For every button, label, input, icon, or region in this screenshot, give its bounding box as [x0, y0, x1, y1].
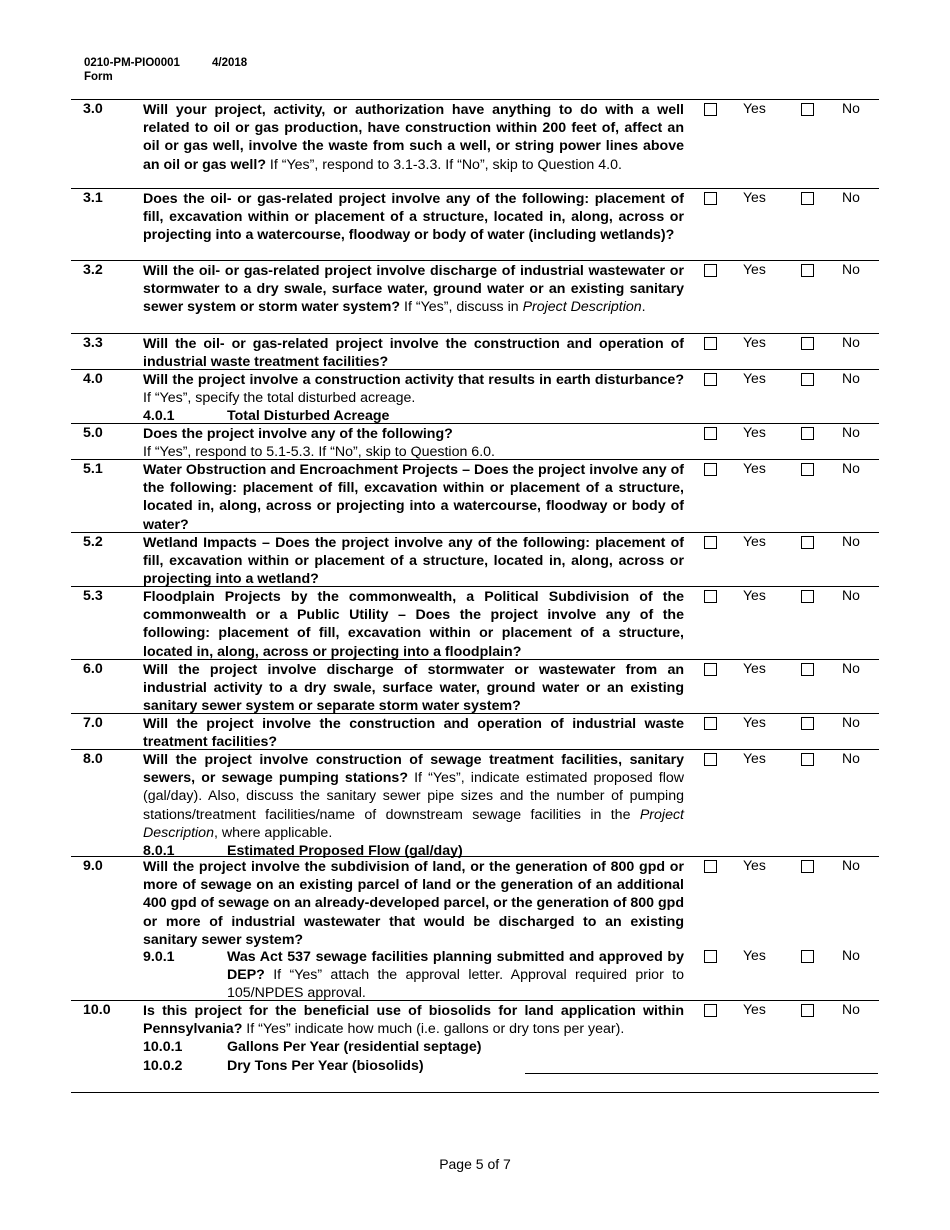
form-date: 4/2018	[212, 57, 248, 69]
question-text: Will the oil- or gas-related project involve the construction and operation of industrial waste treatment facilities?	[143, 336, 684, 371]
yes-no-group-sub	[71, 949, 879, 969]
question-text: Will the oil- or gas-related project involve discharge of industrial wastewater or stormwater to a dry swale, surface water, ground water or an existing sanitary sewer system or storm water system? If “Yes”, discuss in Project Description.	[143, 263, 684, 316]
yes-checkbox[interactable]	[704, 753, 717, 766]
question-number: 9.0	[83, 858, 103, 874]
no-label: No	[842, 1001, 860, 1017]
page-number: Page 5 of 7	[439, 1156, 511, 1172]
subfield-estimated-proposed-flow: 8.0.1 Estimated Proposed Flow (gal/day)	[143, 843, 463, 860]
no-label: No	[842, 460, 860, 476]
form-label: Form	[84, 71, 113, 83]
no-checkbox[interactable]	[801, 103, 814, 116]
question-row-4-0	[71, 370, 879, 424]
question-number: 4.0	[83, 371, 103, 387]
question-row-5-0	[71, 424, 879, 460]
question-text: Does the project involve any of the following? If “Yes”, respond to 5.1-5.3. If “No”, skip to Question 6.0.	[143, 426, 495, 461]
no-label: No	[842, 587, 860, 603]
sub-question-text: Was Act 537 sewage facilities planning submitted and approved by DEP? If “Yes” attach the approval letter. Approval required prior to 105/NPDES approval.	[227, 949, 684, 1002]
yes-label: Yes	[743, 714, 766, 730]
question-text: Floodplain Projects by the commonwealth, a Political Subdivision of the commonwealth or a Public Utility – Does the project involve any of the following: placement of fill, excavation within or placement of a structure, located in, along, across or projecting into a floodplain?	[143, 589, 684, 660]
question-number: 3.2	[83, 262, 103, 278]
question-row-5-2	[71, 533, 879, 587]
yes-label: Yes	[743, 424, 766, 440]
question-number: 3.1	[83, 190, 103, 206]
question-row-6-0	[71, 660, 879, 714]
question-number: 7.0	[83, 715, 103, 731]
sub-question-number: 9.0.1	[143, 949, 175, 965]
question-number: 5.1	[83, 461, 103, 477]
yes-no-group	[71, 372, 879, 392]
no-label: No	[842, 189, 860, 205]
question-row-3-0	[71, 100, 879, 189]
question-row-7-0	[71, 714, 879, 750]
yes-checkbox[interactable]	[704, 264, 717, 277]
no-checkbox[interactable]	[801, 427, 814, 440]
yes-no-group	[71, 462, 879, 482]
question-text: Water Obstruction and Encroachment Projects – Does the project involve any of the following: placement of fill, excavation within or placement of a structure, located in, along, across or projecting into a watercourse, floodway or body of water?	[143, 462, 684, 533]
yes-checkbox[interactable]	[704, 860, 717, 873]
question-text: Is this project for the beneficial use of biosolids for land application within Pennsylvania? If “Yes” indicate how much (i.e. gallons or dry tons per year). 10.0.1 Gallons Per Year (residential septage) 10.0.2 Dry Tons Per Year (biosolids)	[143, 1003, 684, 1074]
question-number: 3.0	[83, 101, 103, 117]
yes-label: Yes	[743, 334, 766, 350]
question-text: Will the project involve a construction activity that results in earth disturbance? If “Yes”, specify the total disturbed acreage. 4.0.1 Total Disturbed Acreage	[143, 372, 684, 425]
question-text: Will the project involve the subdivision of land, or the generation of 800 gpd or more of sewage on an existing parcel of land or the generation of an additional 400 gpd of sewage on an already-developed parcel, or the generation of 800 gpd or more of industrial wastewater that would be discharged to an existing sanitary sewer system?	[143, 859, 684, 948]
question-number: 10.0	[83, 1002, 111, 1018]
yes-checkbox[interactable]	[704, 590, 717, 603]
question-text: Will the project involve the construction and operation of industrial waste treatment facilities?	[143, 716, 684, 751]
no-label: No	[842, 370, 860, 386]
no-label: No	[842, 750, 860, 766]
no-checkbox[interactable]	[801, 950, 814, 963]
yes-no-group	[71, 191, 879, 211]
yes-no-group	[71, 535, 879, 555]
question-number: 5.2	[83, 534, 103, 550]
no-checkbox[interactable]	[801, 536, 814, 549]
form-header	[84, 56, 247, 84]
no-checkbox[interactable]	[801, 860, 814, 873]
no-label: No	[842, 533, 860, 549]
no-checkbox[interactable]	[801, 663, 814, 676]
question-row-3-2	[71, 261, 879, 334]
yes-checkbox[interactable]	[704, 463, 717, 476]
subfield-gallons-per-year: 10.0.1 Gallons Per Year (residential septage)	[143, 1039, 482, 1056]
question-number: 5.3	[83, 588, 103, 604]
yes-checkbox[interactable]	[704, 192, 717, 205]
form-code: 0210-PM-PIO0001	[84, 57, 180, 69]
yes-label: Yes	[743, 533, 766, 549]
yes-label: Yes	[743, 750, 766, 766]
no-checkbox[interactable]	[801, 717, 814, 730]
yes-no-group	[71, 662, 879, 682]
yes-label: Yes	[743, 857, 766, 873]
question-text: Will your project, activity, or authorization have anything to do with a well related to oil or gas production, have construction within 200 feet of, affect an oil or gas well, involve the waste from such a well, or string power lines above an oil or gas well? If “Yes”, respond to 3.1-3.3. If “No”, skip to Question 4.0.	[143, 102, 684, 173]
yes-checkbox[interactable]	[704, 717, 717, 730]
yes-label: Yes	[743, 1001, 766, 1017]
question-row-5-3	[71, 587, 879, 660]
yes-no-group	[71, 716, 879, 736]
yes-label: Yes	[743, 189, 766, 205]
subfield-dry-tons-per-year: 10.0.2 Dry Tons Per Year (biosolids)	[143, 1057, 424, 1074]
yes-no-group	[71, 1003, 879, 1023]
question-text: Will the project involve construction of sewage treatment facilities, sanitary sewers, or sewage pumping stations? If “Yes”, indicate estimated proposed flow (gal/day). Also, discuss the sanitary sewer pipe sizes and the number of pumping stations/treatment facilities/name of downstream sewage facilities in the Project Description, where applicable. 8.0.1 Estimated Proposed Flow (gal/day)	[143, 752, 684, 860]
no-checkbox[interactable]	[801, 1004, 814, 1017]
question-row-8-0	[71, 750, 879, 860]
yes-no-group	[71, 263, 879, 283]
yes-checkbox[interactable]	[704, 536, 717, 549]
yes-checkbox[interactable]	[704, 950, 717, 963]
no-label: No	[842, 424, 860, 440]
no-checkbox[interactable]	[801, 753, 814, 766]
question-number: 3.3	[83, 335, 103, 351]
question-number: 8.0	[83, 751, 103, 767]
yes-checkbox[interactable]	[704, 1004, 717, 1017]
no-checkbox[interactable]	[801, 373, 814, 386]
yes-label: Yes	[743, 460, 766, 476]
question-number: 5.0	[83, 425, 103, 441]
yes-checkbox[interactable]	[704, 337, 717, 350]
yes-label: Yes	[743, 261, 766, 277]
gallons-per-year-input-line[interactable]	[525, 1073, 878, 1074]
yes-label: Yes	[743, 100, 766, 116]
question-row-5-1	[71, 460, 879, 533]
no-label: No	[842, 947, 860, 963]
yes-checkbox[interactable]	[704, 427, 717, 440]
yes-label: Yes	[743, 660, 766, 676]
yes-no-group	[71, 102, 879, 122]
question-row-9-0	[71, 857, 879, 1001]
no-checkbox[interactable]	[801, 192, 814, 205]
yes-label: Yes	[743, 370, 766, 386]
question-row-3-3	[71, 334, 879, 370]
question-text: Does the oil- or gas-related project involve any of the following: placement of fill, excavation within or placement of a structure, located in, along, across or projecting into a watercourse, floodway or body of water (including wetlands)?	[143, 191, 684, 244]
question-row-10-0	[71, 1001, 879, 1093]
yes-no-group	[71, 426, 879, 446]
question-row-3-1	[71, 189, 879, 261]
question-text: Will the project involve discharge of stormwater or wastewater from an industrial activity to a dry swale, surface water, ground water or an existing sanitary sewer system or separate storm water system?	[143, 662, 684, 715]
no-checkbox[interactable]	[801, 337, 814, 350]
yes-checkbox[interactable]	[704, 373, 717, 386]
no-label: No	[842, 857, 860, 873]
yes-label: Yes	[743, 587, 766, 603]
yes-no-group	[71, 752, 879, 772]
question-number: 6.0	[83, 661, 103, 677]
no-label: No	[842, 261, 860, 277]
no-checkbox[interactable]	[801, 264, 814, 277]
no-label: No	[842, 714, 860, 730]
no-checkbox[interactable]	[801, 463, 814, 476]
yes-checkbox[interactable]	[704, 663, 717, 676]
no-label: No	[842, 660, 860, 676]
yes-label: Yes	[743, 947, 766, 963]
yes-no-group	[71, 859, 879, 879]
yes-checkbox[interactable]	[704, 103, 717, 116]
yes-no-group	[71, 336, 879, 356]
yes-no-group	[71, 589, 879, 609]
no-label: No	[842, 100, 860, 116]
question-text: Wetland Impacts – Does the project involve any of the following: placement of fill, excavation within or placement of a structure, located in, along, across or projecting into a wetland?	[143, 535, 684, 588]
subfield-total-disturbed-acreage: 4.0.1 Total Disturbed Acreage	[143, 408, 390, 425]
no-checkbox[interactable]	[801, 590, 814, 603]
no-label: No	[842, 334, 860, 350]
